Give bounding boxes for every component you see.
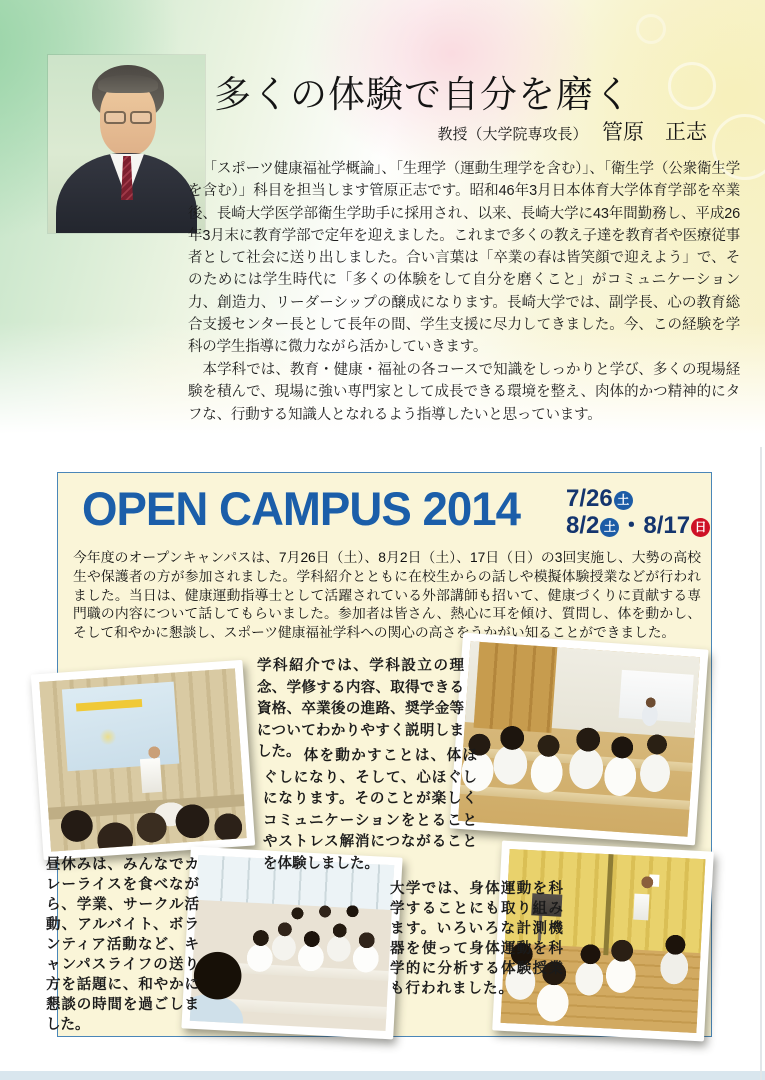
page-edge-line (760, 447, 762, 1080)
profile-paragraph-1: 「スポーツ健康福祉学概論」、「生理学（運動生理学を含む）」、「衛生学（公衆衛生学を含む）」科目を担当します管原正志です。昭和46年3月日本体育大学体育学部を卒業後、長崎大学医学部衛生学助手に採用され、以来、長崎大学に43年間勤務し、平成26年3月末に教育学部で定年を迎えました。これまで多くの教え子達を教育者や医療従事者として社会に送り出しました。合い言葉は「卒業の春は皆笑顔で迎えよう」で、そのためには学生時代に「多くの体験をして自分を磨くこと」がコミュニケーション力、創造力、リーダーシップの醸成になります。長崎大学では、副学長、心の教育総合支援センター長として長年の間、学生支援に尽力してきました。今、この経験を学科の学生指導に微力ながら活かしていきます。 (188, 161, 740, 356)
byline (438, 116, 707, 146)
open-campus-title: OPEN CAMPUS 2014 (82, 482, 521, 535)
glasses-icon (104, 111, 126, 124)
decorative-bubble (668, 62, 716, 110)
caption-exercise-science: 大学では、身体運動を科学することにも取り組みます。いろいろな計測機器を使って身体運動を科学的に分析する体験授業も行われました。 (390, 881, 564, 997)
open-campus-intro: 今年度のオープンキャンパスは、7月26日（土）、8月2日（土）、17日（日）の3回実施し、大勢の高校生や保護者の方が参加されました。学科紹介とともに在校生からの話しや模擬体験授業などが行われました。当日は、健康運動指導士として活躍されている外部講師も招いて、健康づくりに貢献する専門職の内容について話してもらいました。参加者は皆さん、熱心に耳を傾け、質問し、体を動かし、そして和やかに懇談し、スポーツ健康福祉学科への関心の高さをうかがい知ることができました。 (73, 550, 701, 641)
date-line-1: 7/26 土 (566, 485, 711, 512)
professor-name: 管原 正志 (602, 121, 707, 144)
decorative-bubble (636, 14, 666, 44)
professor-profile-section (0, 0, 765, 447)
photo-lecture-presentation (31, 660, 255, 860)
caption-lunch-time: 昼休みは、みんなでカレーライスを食べながら、学業、サークル活動、アルバイト、ボランティア活動など、キャンパスライフの送り方を話題に、和やかに懇談の時間を過ごしました。 (46, 857, 199, 1033)
open-campus-dates (566, 485, 711, 539)
page-bottom-strip (0, 1071, 765, 1080)
caption-department-intro: 学科紹介では、学科設立の理念、学修する内容、取得できる資格、卒業後の進路、奨学金等についてわかりやすく説明しました。 (257, 658, 464, 760)
saturday-badge: 土 (614, 491, 633, 510)
professor-portrait-photo (48, 55, 205, 233)
caption-body-exercise: 体を動かすことは、体ほぐしになり、そして、心ほぐしになります。そのことが楽しくコミュニケーションをとることやストレス解消につながることを体験しました。 (263, 748, 477, 872)
profile-paragraph-2: 本学科では、教育・健康・福祉の各コースで知識をしっかりと学び、多くの現場経験を積んで、現場に強い専門家として成長できる環境を整え、肉体的かつ精神的にタフな、行動する知識人となれるよう指導したいと思っています。 (188, 362, 740, 423)
photo-cafeteria-lunch (181, 847, 402, 1040)
date-line-2: 8/2 土 ・8/17 日 (566, 512, 711, 539)
page-title: 多くの体験で自分を磨く (214, 74, 632, 115)
glasses-icon (130, 111, 152, 124)
saturday-badge: 土 (600, 518, 619, 537)
photo-classroom-stretching (449, 633, 708, 846)
professor-role: 教授（大学院専攻長） (437, 126, 588, 143)
sunday-badge: 日 (691, 518, 710, 537)
